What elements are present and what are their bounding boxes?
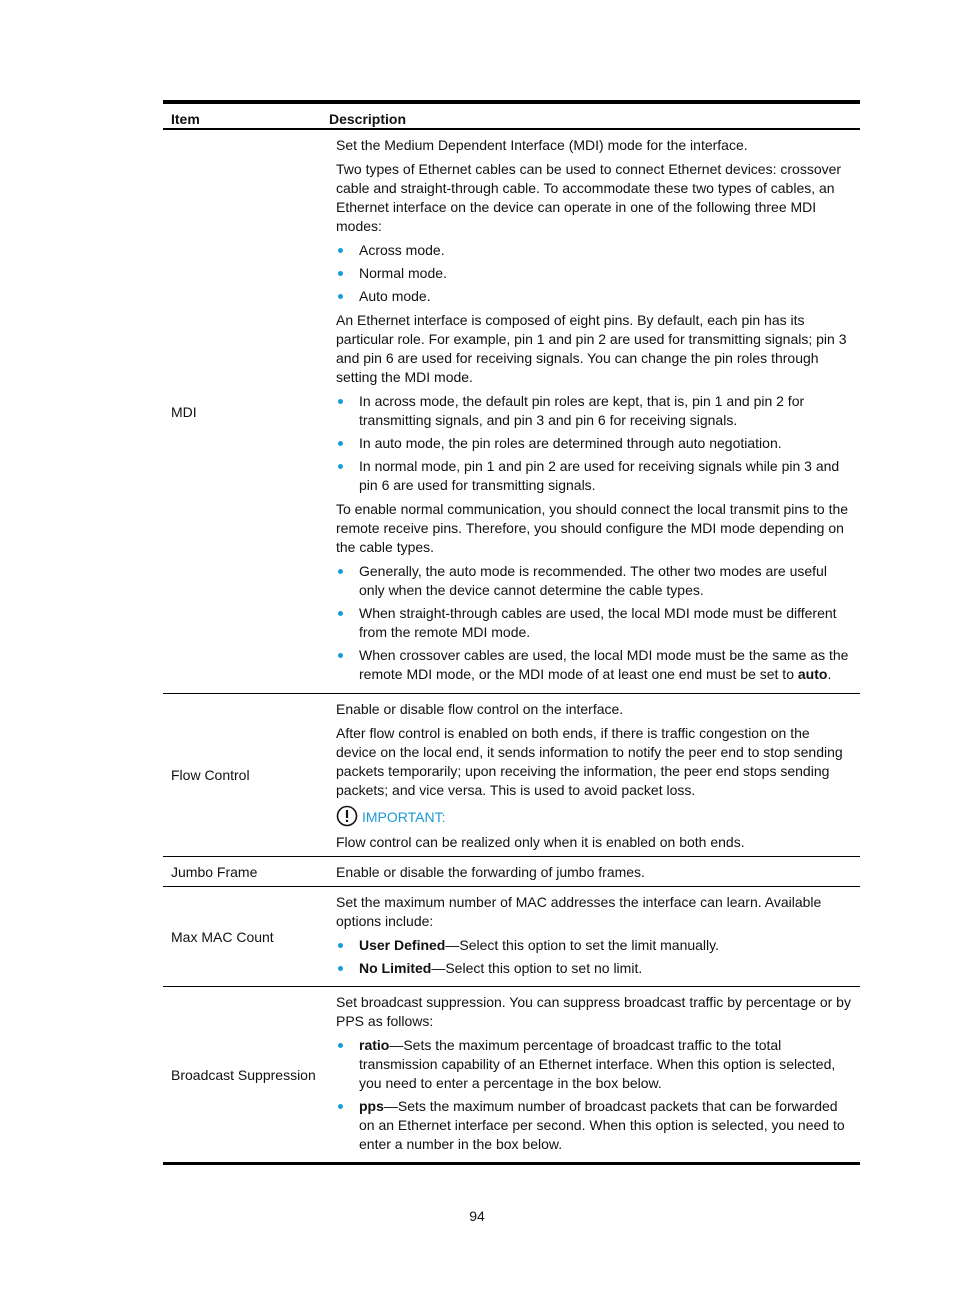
paragraph: Set the maximum number of MAC addresses the interface can learn. Available options include: — [336, 894, 822, 929]
options-list — [336, 1036, 852, 1154]
page-number: 94 — [469, 1208, 485, 1224]
list-item: In across mode, the default pin roles are kept, that is, pin 1 and pin 2 for transmitting signals, and pin 3 and pin 6 for receiving signals. — [336, 392, 852, 430]
list-item: In auto mode, the pin roles are determined through auto negotiation. — [336, 434, 852, 453]
options-list — [336, 936, 852, 978]
list-item — [336, 1097, 852, 1154]
table-row-broadcast-suppression — [163, 986, 860, 1165]
text: —Select this option to set no limit. — [431, 960, 643, 976]
description-jumbo-frame — [329, 857, 860, 886]
description-broadcast-suppression — [329, 987, 860, 1162]
important-icon — [336, 805, 358, 827]
table-header — [163, 104, 860, 130]
header-item: Item — [171, 111, 200, 127]
option-user-defined: User Defined — [359, 937, 446, 953]
list-item: Across mode. — [336, 241, 852, 260]
header-description: Description — [329, 111, 407, 127]
keyword-auto: auto — [797, 666, 828, 682]
item-max-mac-count: Max MAC Count — [171, 928, 274, 945]
list-item: Normal mode. — [336, 264, 852, 283]
table-row-flow-control — [163, 693, 860, 856]
item-broadcast-suppression: Broadcast Suppression — [171, 1066, 316, 1083]
description-flow-control — [329, 694, 860, 856]
paragraph: Set the Medium Dependent Interface (MDI) mode for the interface. — [336, 137, 748, 153]
item-flow-control: Flow Control — [171, 767, 250, 783]
important-notice — [336, 805, 852, 827]
item-mdi: MDI — [171, 403, 197, 420]
option-pps: pps — [359, 1098, 384, 1114]
important-label: IMPORTANT: — [362, 809, 446, 825]
mdi-modes-list — [336, 241, 852, 306]
paragraph: Enable or disable flow control on the interface. — [336, 701, 624, 717]
table-row-mdi — [163, 130, 860, 693]
text: —Sets the maximum percentage of broadcast traffic to the total transmission capability of an Ethernet interface. When this option is selected, you need to enter a percentage in the box below. — [359, 1037, 836, 1091]
option-ratio: ratio — [359, 1037, 390, 1053]
settings-table — [163, 100, 860, 1165]
list-item — [336, 936, 852, 955]
list-item: When straight-through cables are used, the local MDI mode must be different from the remote MDI mode. — [336, 604, 852, 642]
paragraph: To enable normal communication, you should connect the local transmit pins to the remote receive pins. Therefore, you should configure the MDI mode depending on the cable types. — [336, 501, 849, 555]
paragraph: After flow control is enabled on both ends, if there is traffic congestion on the device on the local end, it sends information to notify the peer end to stop sending packets temporarily; upon receiving the information, the peer end stops sending packets; and vice versa. This is used to avoid packet loss. — [336, 725, 843, 798]
pin-roles-list — [336, 392, 852, 495]
paragraph: Enable or disable the forwarding of jumbo frames. — [336, 864, 645, 880]
paragraph: Set broadcast suppression. You can suppress broadcast traffic by percentage or by PPS as follows: — [336, 994, 851, 1029]
paragraph: Two types of Ethernet cables can be used to connect Ethernet devices: crossover cable and straight-through cable. To accommodate these two types of cables, an Ethernet interface on the device can operate in one of the following three MDI modes: — [336, 161, 842, 234]
list-item — [336, 1036, 852, 1093]
description-max-mac-count — [329, 887, 860, 986]
text: When crossover cables are used, the local MDI mode must be the same as the remote MDI mode, or the MDI mode of at least one end must be set to — [359, 647, 849, 682]
list-item — [336, 959, 852, 978]
text: —Select this option to set the limit manually. — [445, 937, 720, 953]
option-no-limited: No Limited — [359, 960, 432, 976]
list-item: In normal mode, pin 1 and pin 2 are used for receiving signals while pin 3 and pin 6 are used for transmitting signals. — [336, 457, 852, 495]
list-item: Auto mode. — [336, 287, 852, 306]
important-text: Flow control can be realized only when it is enabled on both ends. — [336, 834, 745, 850]
text: —Sets the maximum number of broadcast packets that can be forwarded on an Ethernet interface per second. When this option is selected, you need to enter a number in the box below. — [359, 1098, 845, 1152]
item-jumbo-frame: Jumbo Frame — [171, 863, 258, 880]
list-item: Generally, the auto mode is recommended. The other two modes are useful only when the device cannot determine the cable types. — [336, 562, 852, 600]
table-row-jumbo-frame — [163, 856, 860, 886]
mdi-tips-list — [336, 562, 852, 684]
list-item — [336, 646, 852, 684]
table-row-max-mac-count — [163, 886, 860, 986]
description-mdi — [329, 130, 860, 693]
text: . — [827, 666, 832, 682]
paragraph: An Ethernet interface is composed of eight pins. By default, each pin has its particular role. For example, pin 1 and pin 2 are used for transmitting signals; pin 3 and pin 6 are used for receiving signals. You can change the pin roles through setting the MDI mode. — [336, 312, 847, 385]
